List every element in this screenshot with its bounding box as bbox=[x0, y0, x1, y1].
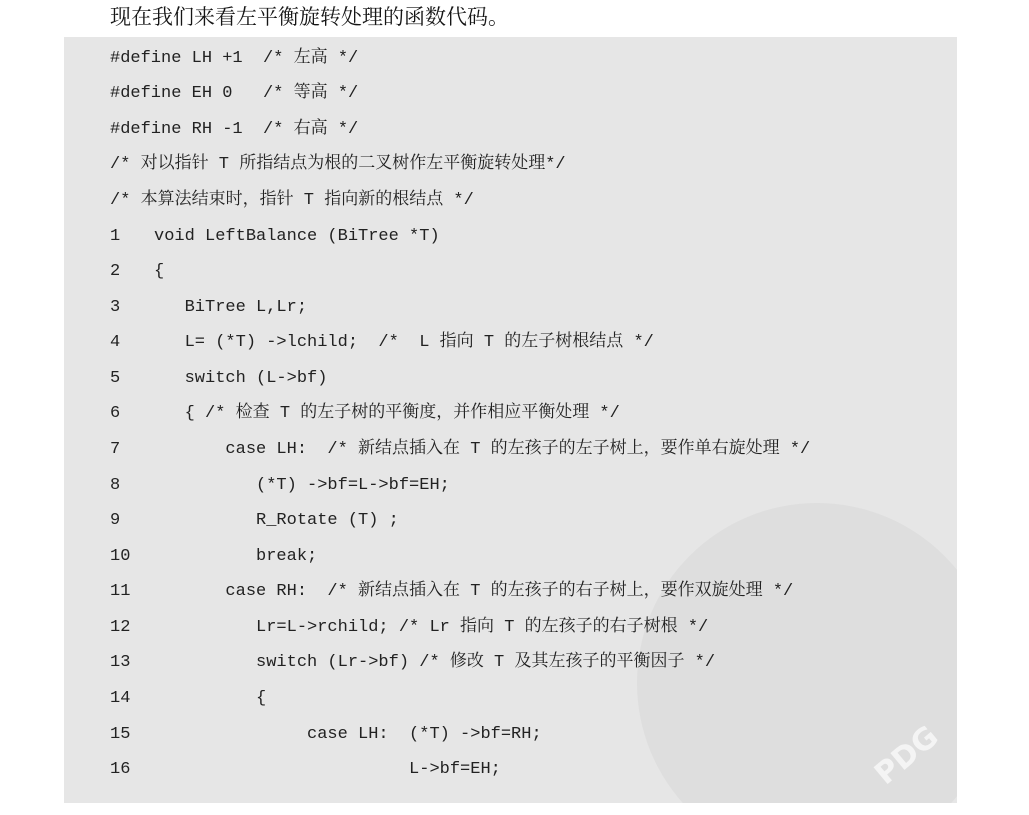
comment-line: /* 本算法结束时，指针 T 指向新的根结点 */ bbox=[110, 191, 474, 210]
code-line bbox=[110, 438, 810, 462]
code-text: break; bbox=[154, 547, 318, 566]
code-text: { /* 检查 T 的左子树的平衡度，并作相应平衡处理 */ bbox=[154, 404, 620, 423]
line-number: 11 bbox=[110, 582, 131, 601]
code-text: switch (Lr->bf) /* 修改 T 及其左孩子的平衡因子 */ bbox=[154, 653, 716, 672]
code-text: { bbox=[154, 262, 165, 281]
code-line bbox=[110, 225, 440, 249]
code-text: case RH: /* 新结点插入在 T 的左孩子的右子树上，要作双旋处理 */ bbox=[154, 582, 794, 601]
define-line: #define RH -1 /* 右高 */ bbox=[110, 120, 359, 139]
comment-line: /* 对以指针 T 所指结点为根的二叉树作左平衡旋转处理*/ bbox=[110, 155, 566, 174]
line-number: 4 bbox=[110, 333, 121, 352]
line-number: 9 bbox=[110, 511, 121, 530]
code-line bbox=[110, 687, 266, 711]
code-line bbox=[110, 296, 307, 320]
define-line: #define EH 0 /* 等高 */ bbox=[110, 84, 359, 103]
line-number: 13 bbox=[110, 653, 131, 672]
code-text: (*T) ->bf=L->bf=EH; bbox=[154, 476, 450, 495]
line-number: 16 bbox=[110, 760, 131, 779]
code-line bbox=[110, 723, 542, 747]
line-number: 8 bbox=[110, 476, 121, 495]
line-number: 1 bbox=[110, 227, 121, 246]
watermark-text: PDG bbox=[868, 719, 946, 792]
line-number: 2 bbox=[110, 262, 121, 281]
code-line bbox=[110, 545, 317, 569]
code-line bbox=[110, 260, 164, 284]
code-text: case LH: /* 新结点插入在 T 的左孩子的左子树上，要作单右旋处理 */ bbox=[154, 440, 811, 459]
define-line: #define LH +1 /* 左高 */ bbox=[110, 49, 359, 68]
code-block bbox=[64, 37, 957, 803]
code-line bbox=[110, 402, 620, 426]
code-line bbox=[110, 758, 501, 782]
code-text: R_Rotate (T) ; bbox=[154, 511, 399, 530]
intro-text: 现在我们来看左平衡旋转处理的函数代码。 bbox=[110, 5, 509, 29]
line-number: 15 bbox=[110, 725, 131, 744]
code-line bbox=[110, 651, 715, 675]
line-number: 14 bbox=[110, 689, 131, 708]
code-text: void LeftBalance (BiTree *T) bbox=[154, 227, 440, 246]
line-number: 6 bbox=[110, 404, 121, 423]
code-line bbox=[110, 580, 793, 604]
line-number: 12 bbox=[110, 618, 131, 637]
line-number: 10 bbox=[110, 547, 131, 566]
code-text: BiTree L,Lr; bbox=[154, 298, 308, 317]
line-number: 5 bbox=[110, 369, 121, 388]
code-line bbox=[110, 331, 654, 355]
line-number: 7 bbox=[110, 440, 121, 459]
code-text: Lr=L->rchild; /* Lr 指向 T 的左孩子的右子树根 */ bbox=[154, 618, 709, 637]
code-text: switch (L->bf) bbox=[154, 369, 328, 388]
code-text: L->bf=EH; bbox=[154, 760, 501, 779]
code-line bbox=[110, 509, 399, 533]
line-number: 3 bbox=[110, 298, 121, 317]
code-text: { bbox=[154, 689, 267, 708]
code-text: case LH: (*T) ->bf=RH; bbox=[154, 725, 542, 744]
code-line bbox=[110, 367, 327, 391]
code-line bbox=[110, 616, 708, 640]
code-line bbox=[110, 474, 450, 498]
code-text: L= (*T) ->lchild; /* L 指向 T 的左子树根结点 */ bbox=[154, 333, 654, 352]
